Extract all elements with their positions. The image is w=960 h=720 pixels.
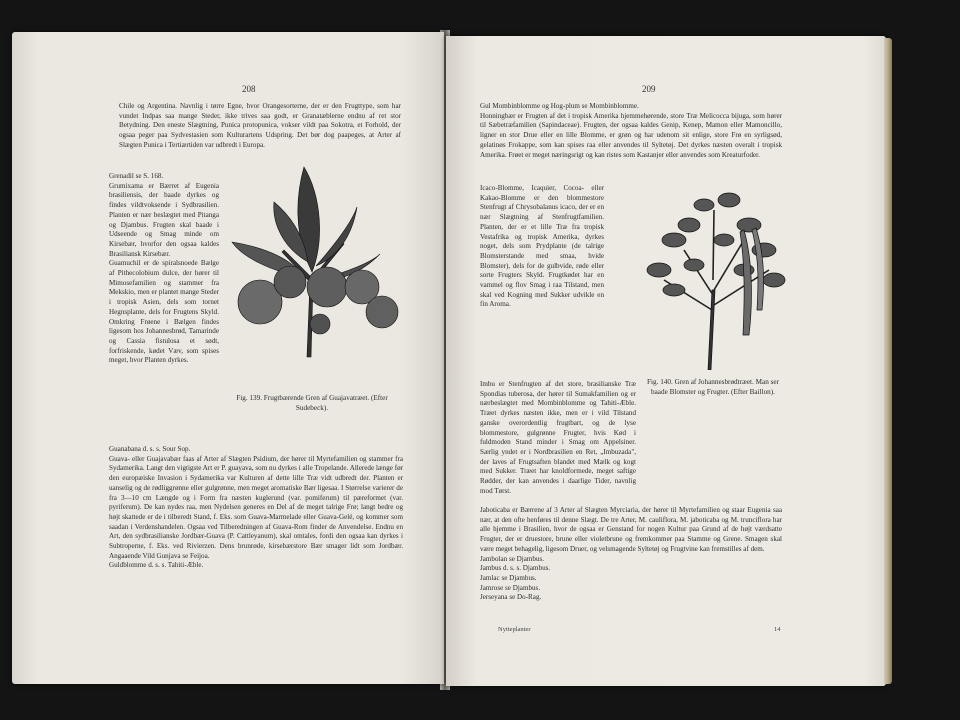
right-page bbox=[446, 36, 886, 686]
lower-text bbox=[109, 445, 403, 571]
page-number: 208 bbox=[242, 84, 256, 94]
entry-imbu: Imbu er Stenfrugten af det store, brasilianske Træ Spondias tuberosa, der hører til Sumakfamilien og er nærbeslægtet med Mombinblomme og Tahiti-Æble. Træet dyrkes næsten ikke, men er i vild Tilstand ganske overordentlig frugtbart, og de lyse blommestore, gulgrønne Frugter, hvis Kød i fuldmoden Stand minder i Smag om Appelsiner. Særlig yndet er i Nordbrasilien en Ret, „Imbuzada", der laves af Frugtsaften blandet med Mælk og kogt med Sukker. Træet har knoldformede, meget saftige Rødder, der kan anvendes i daarlige Tider, navnlig mod Tørst. bbox=[480, 380, 636, 495]
page-number: 209 bbox=[642, 84, 656, 94]
carob-branch-illustration bbox=[644, 170, 794, 370]
entry-grumixama: Grumixama er Bærret af Eugenia brasiliensis, der baade dyrkes og findes vildtvoksende i Sydbrasilien. Planten er nær beslægtet med Pitanga og Djambus. Frugten skal baade i Udseende og Smag minde om Kirsebær, hvorfor den ogsaa kaldes Brasiliansk Kirsebær. bbox=[109, 181, 219, 258]
entry-jamrose: Jamrose se Djambus. bbox=[480, 583, 541, 592]
left-column-text bbox=[480, 184, 604, 310]
entry-guava: Guava- eller Guajavabær faas af Arter af Slægten Psidium, der hører til Myrtefamilien og stammer fra Sydamerika. Langt den vigtigste Art er P. guayava, som nu dyrkes i alle Tropelande. Allerede længe før den europæiske Invasion i Sydamerika var Kulturen af dette lille Træ vidt udbredt der. Planten er uanselig og de rødliggrønne eller gulgrønne, men meget aromatiske Bær ligesaa. I Størrelse varierer de fra 3—10 cm Længde og i Form fra næsten kuglerund (var. pomiferum) til pæreformet (var. pyriferum). De kan nydes raa, men Nydelsen generes en Del af de meget talrige Frø; langt bedre og højt skattede er de i tilberedt Stand, f. Eks. som Guava-Marmelade eller Guava-Gelé, og kommer som saadan i Verdenshandelen. Ogsaa ved Tilberedningen af Guava-Rom finder de Anvendelse. Endnu en Art, den sydbrasilianske Jordbær-Guava (P. Cattleyanum), skal omtales, fordi den ogsaa kan dyrkes i Subtroperne, f. Eks. ved Rivierzen. Dens brunrøde, kirsebærstore Bær smager lidt som Jordbær. Angaaende Vild Gunjava se Feijoa. bbox=[109, 454, 403, 560]
left-page bbox=[12, 32, 444, 684]
entry-jambolan: Jambolan se Djambus. bbox=[480, 554, 545, 563]
guava-branch-illustration bbox=[212, 162, 402, 362]
footer-title: Nytteplanter bbox=[498, 626, 531, 633]
entry-guldblomme: Guldblomme d. s. s. Tahiti-Æble. bbox=[109, 561, 204, 570]
entry-jaboticaba: Jaboticaba er Bærrene af 3 Arter af Slægten Myrciaria, der hører til Myrtefamilien og staar Eugenia saa nær, at den ofte henføres til denne Slægt. De tre Arter, M. cauliflora, M. jaboticaba og M. trunciflora har alle hjemme i Brasilien, hvor de ogsaa er Genstand for nogen Kultur paa Grund af de højt værdsatte Frugter, der er druestore, brune eller violetbrune og fremkommer paa Stamme og Grene. Smagen skal være meget behagelig, ligesom Druer, og velsmagende Syltetøj og Frugtvine kan fremstilles af dem. bbox=[480, 506, 782, 553]
entry-jamlac: Jamlac se Djambus. bbox=[480, 573, 537, 582]
entry-jambus: Jambus d. s. s. Djambus. bbox=[480, 564, 551, 573]
left-column-text bbox=[109, 172, 219, 366]
top-paragraph bbox=[119, 102, 401, 151]
entry-guamuchil: Guamuchil er de spiralsnoede Bælge af Pithecolobium dulce, der hører til Mimosefamilien og stammer fra Mekskio, men er plantet mange Steder i tropisk Asien, dels som tornet Hegnsplante, dels for Frugtens Skyld. Omkring Frøene i Bælgen findes ligesom hos Johannesbrød, Tamarinde og Cassia fistulosa et sødt, forfriskende, kødet Væv, som spises meget, hvor Planten dyrkes. bbox=[109, 259, 219, 365]
entry-gul-mombin: Gul Mombinblomme og Hog-plum se Mombinblomme. bbox=[480, 102, 639, 110]
imbu-column bbox=[480, 380, 636, 496]
entry-jerseyana: Jerseyana se Do-Rag. bbox=[480, 593, 542, 602]
lower-entries bbox=[480, 506, 782, 603]
footer-signature: 14 bbox=[774, 626, 781, 633]
page-edge bbox=[884, 38, 892, 684]
entry-icaco: Icaco-Blomme, Icaquier, Cocoa- eller Kakao-Blomme er den blommestore Stenfrugt af Chrysobalanus icaco, der er en nær Slægtning af Stenfrugtfamilien. Planten, der er et lille Træ fra tropisk Vestafrika og tropisk Amerika, dyrkes noget, dels som Prydplante (de talrige Blomsterstande med smaa, hvide Blomster), dels for de gulbvide, røde eller sorte Frugters Skyld. Frugtkødet har en vammel og flov Smag i raa Tilstand, men skal ved Kogning med Sukker udvikle en fin Aroma. bbox=[480, 184, 604, 309]
figure-139-caption: Fig. 139. Frugtbærende Gren af Guajavatræet. (Efter Sudebeck). bbox=[236, 394, 388, 412]
entry-grenadil: Grenadil se S. 168. bbox=[109, 172, 164, 180]
entry-guanabana: Guanabana d. s. s. Sour Sop. bbox=[109, 445, 191, 453]
figure-140-caption: Fig. 140. Gren af Johannesbrødtræet. Man ser baade Blomster og Frugter. (Efter Baillon). bbox=[647, 378, 779, 396]
paragraph-granatable: Chile og Argentina. Navnlig i tørre Egne, hvor Orangesorterne, der er den Frugttype, som har vundet Indpas saa mange Steder, ikke trives saa godt, er Granatæblerne endnu af ret stor Betydning. Den eneste Slægtning, Punica protopunica, vokser vildt paa Sokotra, et Forhold, der ogsaa peger paa Sydvestasien som Kulturartens Udspring. Det bør dog paapeges, at Arter af Slægten Punica i Tertiærtiden var udbredt i Europa. bbox=[119, 102, 401, 149]
entry-honningbaer: Honningbær er Frugten af det i tropisk Amerika hjemmehørende, store Træ Melicocca bijuga, som hører til Sæbetræfamilien (Sapindaceae). Frugten, der ogsaa kaldes Genip, Kenep, Mamon eller Mamoncillo, ligner en stor Drue eller en lille Blomme, er grøn og har udenom sit enlige, store Frø en syrligsød, gelatinøs Frokappe, som kan spises raa eller anvendes til Syltetøj. Det dyrkes næsten overalt i tropisk Amerika. Frøet er meget næringsrigt og kan ristes som Kastanjer eller anvendes som Kreaturfoder. bbox=[480, 111, 782, 159]
top-entries bbox=[480, 102, 782, 160]
